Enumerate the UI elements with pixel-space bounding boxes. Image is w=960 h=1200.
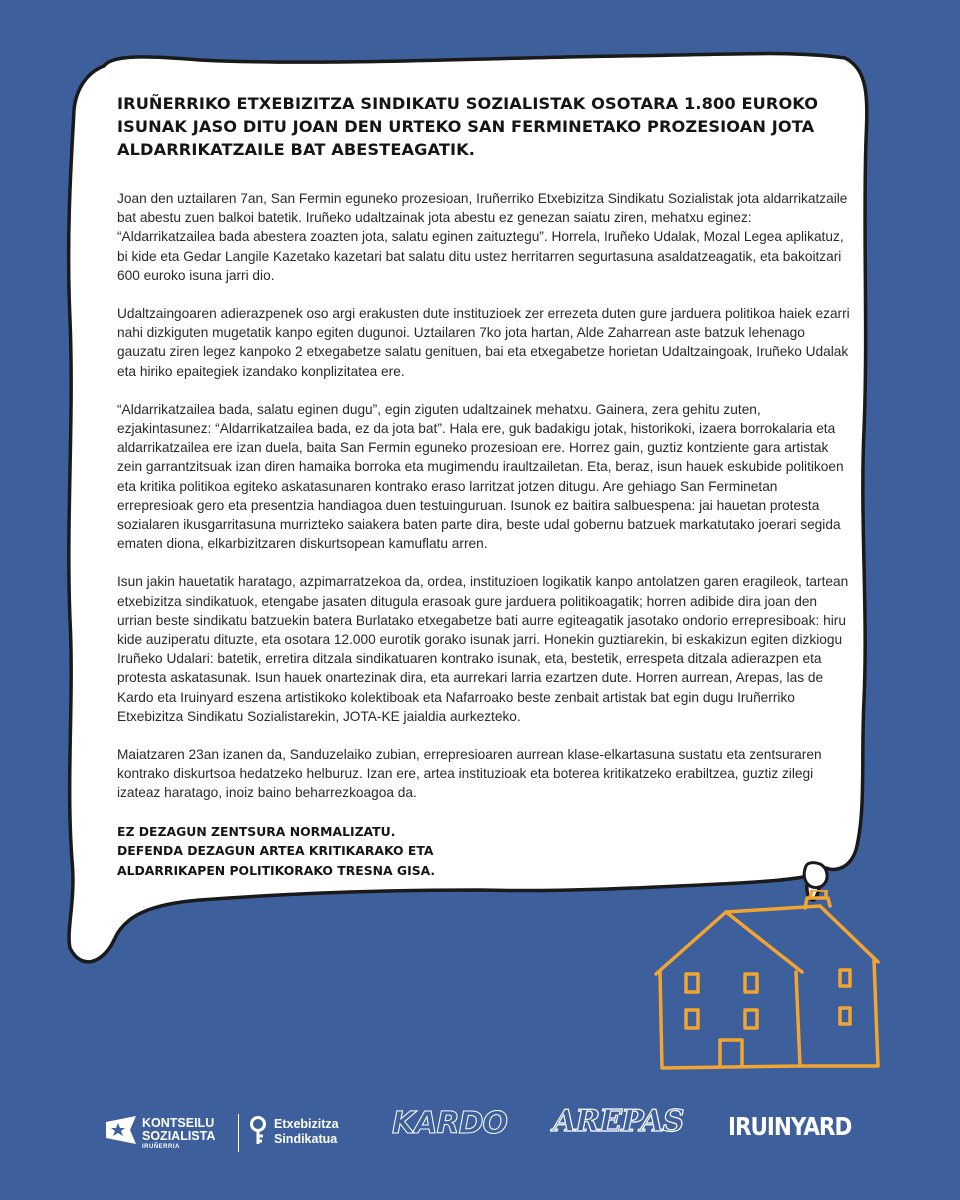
paragraph-1: Joan den uztailaren 7an, San Fermin eguneko prozesioan, Iruñerriko Etxebizitza Sindikatu Sozialistak jota aldarrikatzaile bat abestu zuen balkoi batetik. Iruñeko udaltzainak jota abestu ez genezan saiatu ziren, mehatxu eginez: “Aldarrikatzailea bada abestera zoazten jota, salatu eginen zaituztegu”. Horrela, Iruñeko Udalak, Mozal Legea aplikatuz, bi kide eta Gedar Langile Kazetako kazetari bat salatu ditu ustez herritarren segurtasuna asaldatzeagatik, eta bakoitzari 600 euroko isuna jarri dio. [117,191,848,283]
house-side-roof [726,906,878,962]
window-4 [745,1010,757,1028]
window-6 [840,1008,850,1024]
closing-line-1: EZ DEZAGUN ZENTSURA NORMALIZATU. [117,823,396,839]
closing-slogan [117,822,852,881]
paragraph-3: “Aldarrikatzailea bada, salatu eginen dugu”, egin ziguten udaltzainek mehatxu. Gainera, zera gehitu zuten, ezjakintasunez: “Aldarrikatzailea bada, ez da jota bat”. Hala ere, guk badakigu jotak, historikoki, izaera borrokalaria eta aldarrikatzailea ere izan duela, baita San Fermin eguneko prozesioan ere. Horrez gain, guztiz kontziente gara artistak zein garrantzitsuak izan diren hamaika borroka eta mugimendu iraultzailetan. Eta, beraz, isun hauek eskubide politikoen eta kritika politikoa egiteko askatasunaren kontrako eraso larritzat jotzen ditugu. Are gehiago San Ferminetan errepresioak gero eta presentzia handiagoa duen testuinguruan. Isunok ez baitira salbuespena: jai hauetan protesta sozialaren ikusgarritasuna murrizteko saiakera baten parte dira, beste udal gobernu batzuek markatutako joerari segida ematen diona, elkarbizitzaren diskurtsopean kamuflatu arren. [117,401,844,552]
window-2 [745,974,757,992]
etxebizitza-wordmark: Etxebizitza Sindikatua [274,1117,339,1146]
paragraph-2: Udaltzaingoaren adierazpenek oso argi erakusten dute instituzioek zer errezeta duten gure jarduera politikoa haiek ezarri nahi dizkiguten mugetatik kanpo egiten dugunoi. Uztailaren 7ko jota hartan, Alde Zaharrean aste batzuk lehenago gauzatu ziren legez kanpoko 2 etxegabetze salatu genituen, bai eta etxegabetze horietan Udaltzaingoak, Iruñeko Udalak eta hiriko epaitegiek izandako konplizitatea ere. [117,306,850,379]
key-icon [248,1116,268,1146]
paragraph-4: Isun jakin hauetatik haratago, azpimarratzekoa da, ordea, instituzioen logikatik kanpo antolatzen garen eragileok, tartean etxebizitza sindikatuok, etengabe jasaten ditugula erasoak gure jarduera politikoagatik; horren adibide dira joan den urrian beste sindikatu batzuekin batera Burlatako etxegabetze bati aurre egiteagatik jasotako ondorio errepresiboak: hiru kide auziperatu dituzte, eta osotara 12.000 eurotik gorako isunak jarri. Honekin guztiarekin, bi eskakizun egiten dizkiogu Iruñeko Udalari: batetik, erretira ditzala sindikatuaren kontrako isunak, eta, bestetik, errespeta ditzala adierazpen eta protesta askatasunak. Isun hauek onartezinak dira, eta aurrekari larria ezartzen dute. Horren aurrean, Arepas, las de Kardo eta Iruinyard eszena artistikoko kolektiboak eta Nafarroako beste zenbait artistak bat egin dugu Iruñerriko Etxebizitza Sindikatu Sozialistarekin, JOTA-KE jaialdia aurkezteko. [117,574,849,724]
window-3 [686,1010,698,1028]
logo-divider [238,1114,239,1152]
house-illustration [650,890,890,1080]
house-door [720,1040,742,1066]
statement-content [117,92,852,880]
kontseilu-subtitle: IRUÑERRIA [142,1144,180,1150]
paragraph-5: Maiatzaren 23an izanen da, Sanduzelaiko zubian, errepresioaren aurrean klase-elkartasuna sustatu eta zentsuraren kontrako diskurtsoa hedatzeko helburuz. Izan ere, artea instituzioak eta boterea kritikatzeko erabiltzea, guztiz zilegi izateaz haratago, inoiz baino beharrezkoagoa da. [117,747,822,801]
window-5 [840,970,850,986]
arepas-logo: AREPAS [553,1104,684,1139]
iruinyard-logo: IRUINYARD [728,1112,852,1141]
house-front-wall [660,972,800,1068]
closing-line-2: DEFENDA DEZAGUN ARTEA KRITIKARAKO ETA [117,843,434,859]
house-front-roof [656,912,802,974]
star-flag-icon [106,1116,140,1144]
headline: IRUÑERRIKO ETXEBIZITZA SINDIKATU SOZIALISTAK OSOTARA 1.800 EUROKO ISUNAK JASO DITU JOAN DEN URTEKO SAN FERMINETAKO PROZESIOAN JOTA ALDARRIKATZAILE BAT ABESTEAGATIK. [117,94,819,159]
logo-footer [0,1100,960,1160]
kardo-logo: KARDO [392,1106,507,1141]
window-1 [686,974,698,992]
closing-line-3: ALDARRIKAPEN POLITIKORAKO TRESNA GISA. [117,862,436,878]
kontseilu-wordmark: KONTSEILU SOZIALISTA [142,1116,216,1143]
